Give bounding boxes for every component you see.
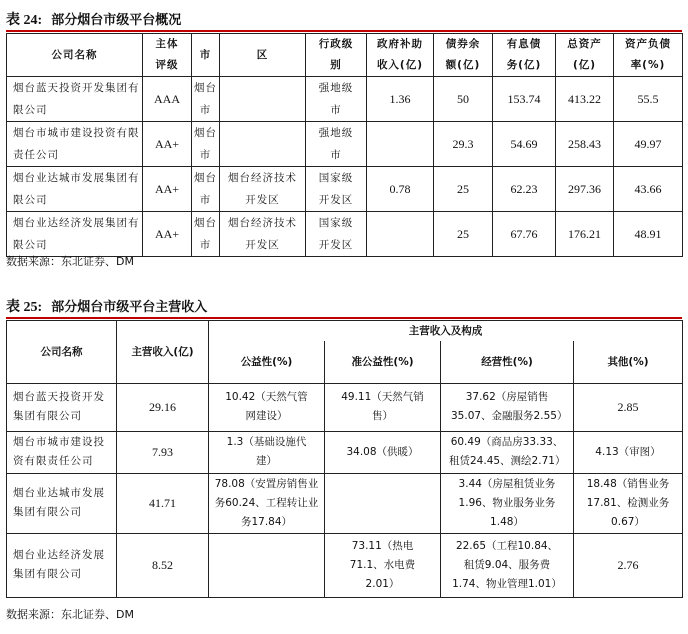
- cell-admin: 强地级市: [306, 122, 367, 167]
- header-income: 主营收入(亿): [117, 321, 209, 384]
- table-row: [7, 167, 683, 212]
- table-row: [7, 77, 683, 122]
- table-24: [6, 33, 683, 257]
- cell-company: 烟台市城市建设投资有限责任公司: [7, 431, 117, 473]
- cell-public: 10.42（天然气管网建设）: [209, 383, 325, 431]
- cell-public: [209, 533, 325, 597]
- cell-public: 78.08（安置房销售业务60.24、工程转让业务17.84）: [209, 473, 325, 533]
- cell-debt: 153.74: [493, 77, 556, 122]
- cell-admin: 国家级开发区: [306, 212, 367, 257]
- cell-company: 烟台业达经济发展集团有限公司: [7, 533, 117, 597]
- header-district: 区: [220, 34, 306, 77]
- cell-company: 烟台蓝天投资开发集团有限公司: [7, 383, 117, 431]
- cell-rating: AA+: [143, 167, 192, 212]
- table-row: [7, 473, 683, 533]
- cell-company: 烟台业达城市发展集团有限公司: [7, 167, 143, 212]
- header-quasi: 准公益性(%): [325, 341, 441, 383]
- cell-district: 烟台经济技术开发区: [220, 167, 306, 212]
- cell-business: 3.44（房屋租赁业务1.96、物业服务业务1.48）: [441, 473, 574, 533]
- cell-company: 烟台市城市建设投资有限责任公司: [7, 122, 143, 167]
- header-subsidy: 政府补助收入(亿): [367, 34, 434, 77]
- cell-district: [220, 77, 306, 122]
- cell-debt: 62.23: [493, 167, 556, 212]
- table-row: [7, 212, 683, 257]
- header-assets: 总资产(亿): [556, 34, 614, 77]
- cell-company: 烟台蓝天投资开发集团有限公司: [7, 77, 143, 122]
- cell-debt: 54.69: [493, 122, 556, 167]
- cell-income: 29.16: [117, 383, 209, 431]
- cell-subsidy: 1.36: [367, 77, 434, 122]
- cell-company: 烟台业达经济发展集团有限公司: [7, 212, 143, 257]
- header-debt: 有息债务(亿): [493, 34, 556, 77]
- cell-business: 60.49（商品房33.33、租赁24.45、测绘2.71）: [441, 431, 574, 473]
- cell-assets: 258.43: [556, 122, 614, 167]
- cell-ratio: 49.97: [614, 122, 683, 167]
- cell-quasi: 49.11（天然气销售）: [325, 383, 441, 431]
- cell-assets: 297.36: [556, 167, 614, 212]
- table-header-group-row: [7, 321, 683, 342]
- cell-quasi: 34.08（供暖）: [325, 431, 441, 473]
- header-city: 市: [192, 34, 220, 77]
- table-row: [7, 533, 683, 597]
- header-rating: 主体评级: [143, 34, 192, 77]
- cell-admin: 国家级开发区: [306, 167, 367, 212]
- table-25: [6, 320, 683, 598]
- header-company: 公司名称: [7, 34, 143, 77]
- table-25-source: 数据来源：东北证券、DM: [6, 608, 134, 621]
- cell-rating: AA+: [143, 212, 192, 257]
- table-25-title: 表 25: 部分烟台市级平台主营收入: [6, 300, 208, 315]
- table-24-title: 表 24: 部分烟台市级平台概况: [6, 13, 182, 28]
- cell-city: 烟台市: [192, 122, 220, 167]
- cell-income: 7.93: [117, 431, 209, 473]
- cell-quasi: 73.11（热电71.1、水电费2.01）: [325, 533, 441, 597]
- cell-subsidy: [367, 212, 434, 257]
- header-public: 公益性(%): [209, 341, 325, 383]
- cell-quasi: [325, 473, 441, 533]
- cell-public: 1.3（基础设施代建）: [209, 431, 325, 473]
- cell-district: 烟台经济技术开发区: [220, 212, 306, 257]
- header-ratio: 资产负债率(%): [614, 34, 683, 77]
- cell-bond: 25: [434, 212, 493, 257]
- table-24-source: 数据来源：东北证券、DM: [6, 255, 134, 268]
- header-business: 经营性(%): [441, 341, 574, 383]
- cell-ratio: 55.5: [614, 77, 683, 122]
- cell-assets: 176.21: [556, 212, 614, 257]
- header-company: 公司名称: [7, 321, 117, 384]
- cell-income: 8.52: [117, 533, 209, 597]
- cell-other: 2.76: [574, 533, 683, 597]
- cell-ratio: 43.66: [614, 167, 683, 212]
- header-group: 主营收入及构成: [209, 321, 683, 342]
- cell-city: 烟台市: [192, 212, 220, 257]
- cell-income: 41.71: [117, 473, 209, 533]
- table-row: [7, 122, 683, 167]
- cell-bond: 50: [434, 77, 493, 122]
- cell-rating: AAA: [143, 77, 192, 122]
- cell-other: 2.85: [574, 383, 683, 431]
- cell-subsidy: 0.78: [367, 167, 434, 212]
- cell-subsidy: [367, 122, 434, 167]
- table-row: [7, 383, 683, 431]
- table-header-row: [7, 34, 683, 77]
- cell-business: 22.65（工程10.84、租赁9.04、服务费1.74、物业管理1.01）: [441, 533, 574, 597]
- cell-bond: 25: [434, 167, 493, 212]
- cell-other: 4.13（审图）: [574, 431, 683, 473]
- table-24-rule: [6, 30, 682, 32]
- cell-admin: 强地级市: [306, 77, 367, 122]
- header-other: 其他(%): [574, 341, 683, 383]
- cell-company: 烟台业达城市发展集团有限公司: [7, 473, 117, 533]
- cell-debt: 67.76: [493, 212, 556, 257]
- table-25-rule: [6, 317, 682, 319]
- header-bond: 债券余额(亿): [434, 34, 493, 77]
- cell-rating: AA+: [143, 122, 192, 167]
- table-row: [7, 431, 683, 473]
- cell-city: 烟台市: [192, 77, 220, 122]
- cell-business: 37.62（房屋销售35.07、金融服务2.55）: [441, 383, 574, 431]
- cell-city: 烟台市: [192, 167, 220, 212]
- header-admin: 行政级别: [306, 34, 367, 77]
- cell-district: [220, 122, 306, 167]
- cell-ratio: 48.91: [614, 212, 683, 257]
- cell-bond: 29.3: [434, 122, 493, 167]
- cell-assets: 413.22: [556, 77, 614, 122]
- cell-other: 18.48（销售业务17.81、检测业务0.67）: [574, 473, 683, 533]
